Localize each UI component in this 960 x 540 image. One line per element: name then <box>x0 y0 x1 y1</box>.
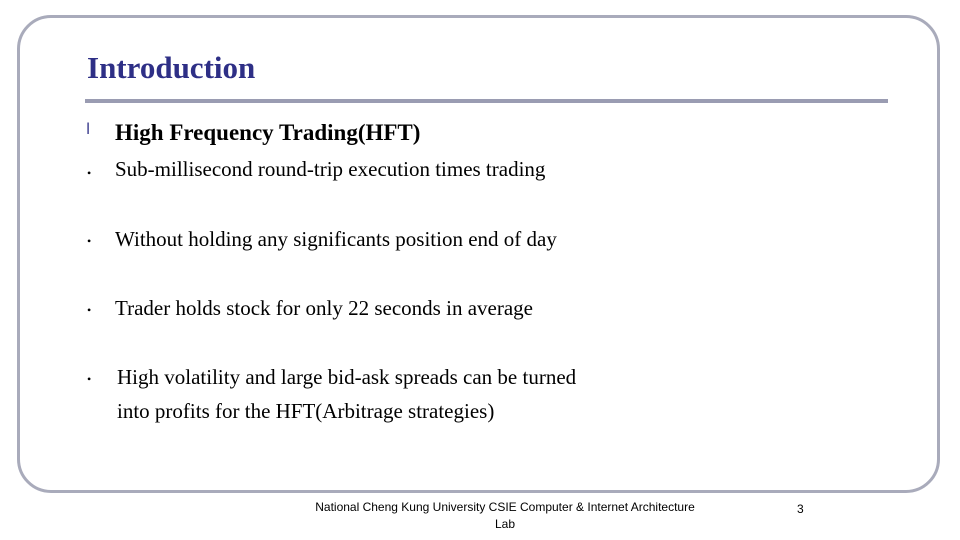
bullet-dot-icon: • <box>87 166 92 180</box>
main-bullet-text: High Frequency Trading(HFT) <box>115 120 421 145</box>
bullet-item: Trader holds stock for only 22 seconds in average <box>115 296 533 320</box>
bullet-item: Without holding any significants position end of day <box>115 227 557 251</box>
bullet-item: High volatility and large bid-ask spreads can be turned into profits for the HFT(Arbitrage strategies) <box>117 365 577 423</box>
title-divider <box>85 99 888 103</box>
main-bullet-icon: l <box>86 120 91 138</box>
bullet-dot-icon: • <box>87 303 92 317</box>
slide-title: Introduction <box>87 50 256 85</box>
bullet-item: Sub-millisecond round-trip execution times trading <box>115 157 546 181</box>
page-number: 3 <box>797 502 804 516</box>
bullet-dot-icon: • <box>87 234 92 248</box>
bullet-dot-icon: • <box>87 372 92 386</box>
slide-footer: National Cheng Kung University CSIE Computer & Internet Architecture Lab <box>315 500 695 531</box>
